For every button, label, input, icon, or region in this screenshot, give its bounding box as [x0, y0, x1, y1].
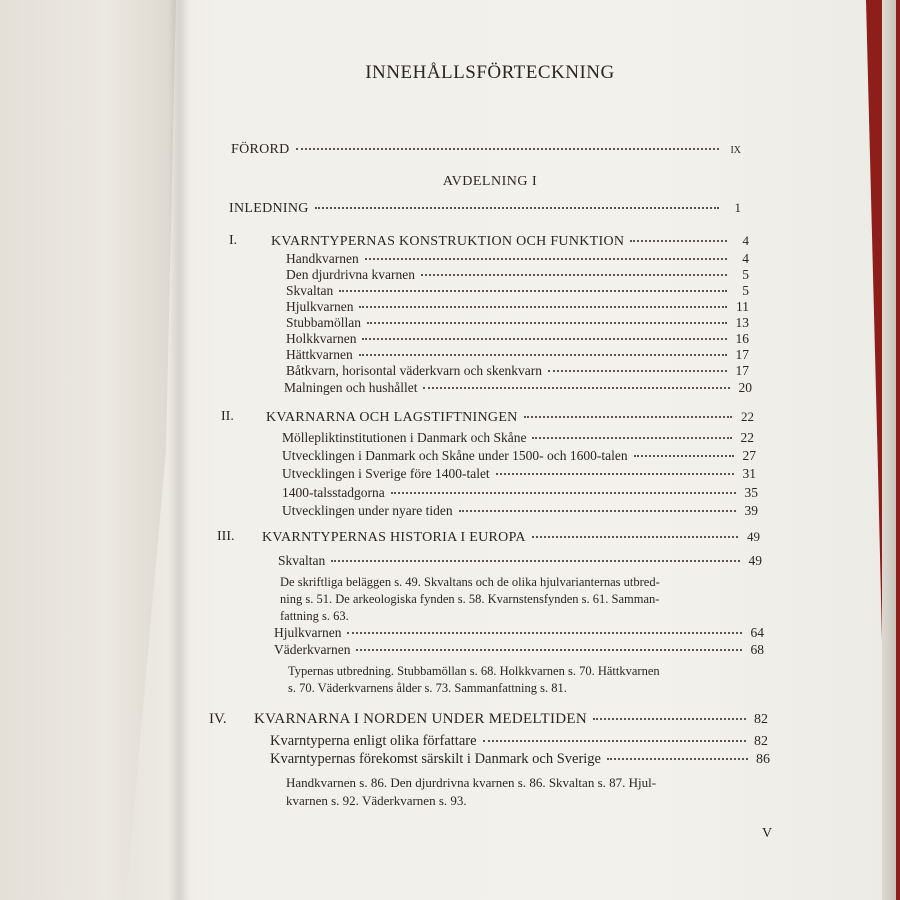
toc-entry-foreword — [231, 142, 741, 158]
dot-leader — [356, 648, 742, 651]
dot-leader — [315, 206, 719, 209]
chapter-number: IV. — [209, 711, 227, 727]
dot-leader — [296, 147, 719, 150]
toc-label: Skvaltan — [278, 553, 326, 568]
chapter-number: II. — [221, 409, 234, 424]
toc-subentry — [282, 485, 758, 501]
toc-page-number: 27 — [742, 448, 756, 463]
dot-leader — [347, 631, 742, 634]
toc-page-number: 22 — [740, 430, 754, 445]
toc-label: Kvarntypernas förekomst särskilt i Danmark och Sverige — [270, 751, 601, 767]
toc-subentry — [286, 347, 749, 363]
chapter-heading — [262, 529, 760, 546]
toc-subentry — [270, 751, 770, 768]
dot-leader — [362, 337, 727, 340]
toc-summary — [286, 774, 732, 810]
dot-leader — [532, 436, 732, 439]
toc-page-number: 16 — [735, 331, 749, 346]
toc-subentry — [274, 625, 764, 641]
toc-page-number: 82 — [754, 712, 768, 727]
summary-line: s. 70. Väderkvarnens ålder s. 73. Sammanfattning s. 81. — [288, 681, 567, 695]
dot-leader — [423, 386, 730, 389]
toc-label: Handkvarnen — [286, 251, 359, 266]
toc-page-number: 49 — [748, 553, 762, 568]
toc-page-number: 20 — [738, 380, 752, 395]
toc-label: Stubbamöllan — [286, 315, 361, 330]
toc-label: Utvecklingen i Sverige före 1400-talet — [282, 466, 490, 481]
toc-subentry — [286, 299, 749, 315]
toc-page-number: 39 — [744, 503, 758, 518]
toc-page-number: 11 — [736, 299, 749, 314]
dot-leader — [365, 257, 727, 260]
dot-leader — [331, 559, 740, 562]
dot-leader — [367, 321, 727, 324]
dot-leader — [634, 454, 734, 457]
book-gutter — [168, 0, 190, 900]
toc-page-number: IX — [730, 145, 741, 156]
toc-subentry — [286, 315, 749, 331]
toc-subentry — [284, 380, 752, 396]
toc-page-number: 82 — [754, 734, 768, 749]
dot-leader — [630, 239, 727, 242]
toc-page-number: 17 — [735, 347, 749, 362]
toc-subentry — [286, 331, 749, 347]
summary-line: Typernas utbredning. Stubbamöllan s. 68. Holkkvarnen s. 70. Hättkvarnen — [288, 664, 660, 678]
dot-leader — [483, 739, 746, 742]
toc-page-number: 5 — [742, 283, 749, 298]
toc-subentry — [278, 553, 762, 569]
toc-summary — [288, 663, 758, 697]
toc-subentry — [282, 430, 754, 446]
chapter-number: I. — [229, 233, 238, 248]
chapter-title: KVARNARNA OCH LAGSTIFTNINGEN — [266, 410, 518, 425]
chapter-heading — [271, 233, 749, 250]
dot-leader — [593, 717, 746, 720]
toc-label: Utvecklingen i Danmark och Skåne under 1500- och 1600-talen — [282, 448, 628, 463]
toc-entry-intro — [229, 200, 741, 217]
toc-label: 1400-talsstadgorna — [282, 485, 385, 500]
summary-line: ning s. 51. De arkeologiska fynden s. 58. Kvarnstensfynden s. 61. Samman- — [280, 592, 660, 606]
toc-label: Utvecklingen under nyare tiden — [282, 503, 453, 518]
toc-subentry — [274, 642, 764, 658]
toc-page-number: 64 — [750, 625, 764, 640]
toc-label: FÖRORD — [231, 142, 290, 157]
dot-leader — [359, 353, 727, 356]
toc-subentry — [282, 503, 758, 519]
toc-page-number: 68 — [750, 642, 764, 657]
page-folio: V — [762, 826, 773, 841]
toc-label: Skvaltan — [286, 283, 334, 298]
toc-page-number: 35 — [744, 485, 758, 500]
toc-label: Hjulkvarnen — [286, 299, 354, 314]
dot-leader — [496, 472, 734, 475]
toc-subentry — [282, 466, 756, 482]
chapter-title: KVARNARNA I NORDEN UNDER MEDELTIDEN — [254, 711, 587, 727]
toc-page-number: 4 — [742, 233, 749, 248]
section-heading: AVDELNING I — [442, 174, 538, 189]
toc-page-number: 1 — [734, 200, 741, 215]
dot-leader — [339, 289, 727, 292]
toc-subentry — [270, 733, 768, 750]
summary-line: kvarnen s. 92. Väderkvarnen s. 93. — [286, 793, 467, 808]
toc-subentry — [286, 283, 749, 299]
toc-label: Den djurdrivna kvarnen — [286, 267, 415, 282]
toc-page-number: 86 — [756, 752, 770, 767]
toc-subentry — [286, 363, 749, 379]
toc-page-number: 4 — [742, 251, 749, 266]
toc-page-number: 5 — [742, 267, 749, 282]
toc-label: INLEDNING — [229, 201, 309, 216]
chapter-title: KVARNTYPERNAS KONSTRUKTION OCH FUNKTION — [271, 234, 625, 249]
toc-label: Malningen och hushållet — [284, 380, 418, 395]
dot-leader — [459, 509, 736, 512]
toc-subentry — [286, 251, 749, 267]
toc-subentry — [286, 267, 749, 283]
summary-line: fattning s. 63. — [280, 609, 349, 623]
page-title: INNEHÅLLSFÖRTECKNING — [365, 62, 615, 83]
page-edge — [882, 0, 896, 900]
dot-leader — [524, 415, 732, 418]
toc-page-number: 13 — [735, 315, 749, 330]
toc-page-number: 31 — [742, 466, 756, 481]
chapter-heading — [266, 409, 754, 426]
toc-page-number: 49 — [747, 529, 760, 544]
toc-label: Kvarntyperna enligt olika författare — [270, 733, 477, 749]
dot-leader — [607, 757, 748, 760]
summary-line: Handkvarnen s. 86. Den djurdrivna kvarnen s. 86. Skvaltan s. 87. Hjul- — [286, 775, 657, 790]
toc-page-number: 17 — [735, 363, 749, 378]
chapter-heading — [254, 711, 768, 728]
toc-label: Hättkvarnen — [286, 347, 353, 362]
toc-subentry — [282, 448, 756, 464]
dot-leader — [548, 369, 727, 372]
toc-label: Holkkvarnen — [286, 331, 357, 346]
toc-label: Möllepliktinstitutionen i Danmark och Skåne — [282, 430, 527, 445]
toc-summary — [280, 574, 754, 625]
toc-label: Hjulkvarnen — [274, 625, 342, 640]
chapter-number: III. — [217, 529, 235, 544]
toc-page-number: 22 — [741, 409, 754, 424]
dot-leader — [391, 491, 736, 494]
dot-leader — [532, 535, 738, 538]
summary-line: De skriftliga beläggen s. 49. Skvaltans och de olika hjulvarianternas utbred- — [280, 575, 660, 589]
toc-label: Båtkvarn, horisontal väderkvarn och skenkvarn — [286, 363, 543, 378]
chapter-title: KVARNTYPERNAS HISTORIA I EUROPA — [262, 530, 526, 545]
toc-label: Väderkvarnen — [274, 642, 351, 657]
dot-leader — [421, 273, 727, 276]
dot-leader — [359, 305, 727, 308]
